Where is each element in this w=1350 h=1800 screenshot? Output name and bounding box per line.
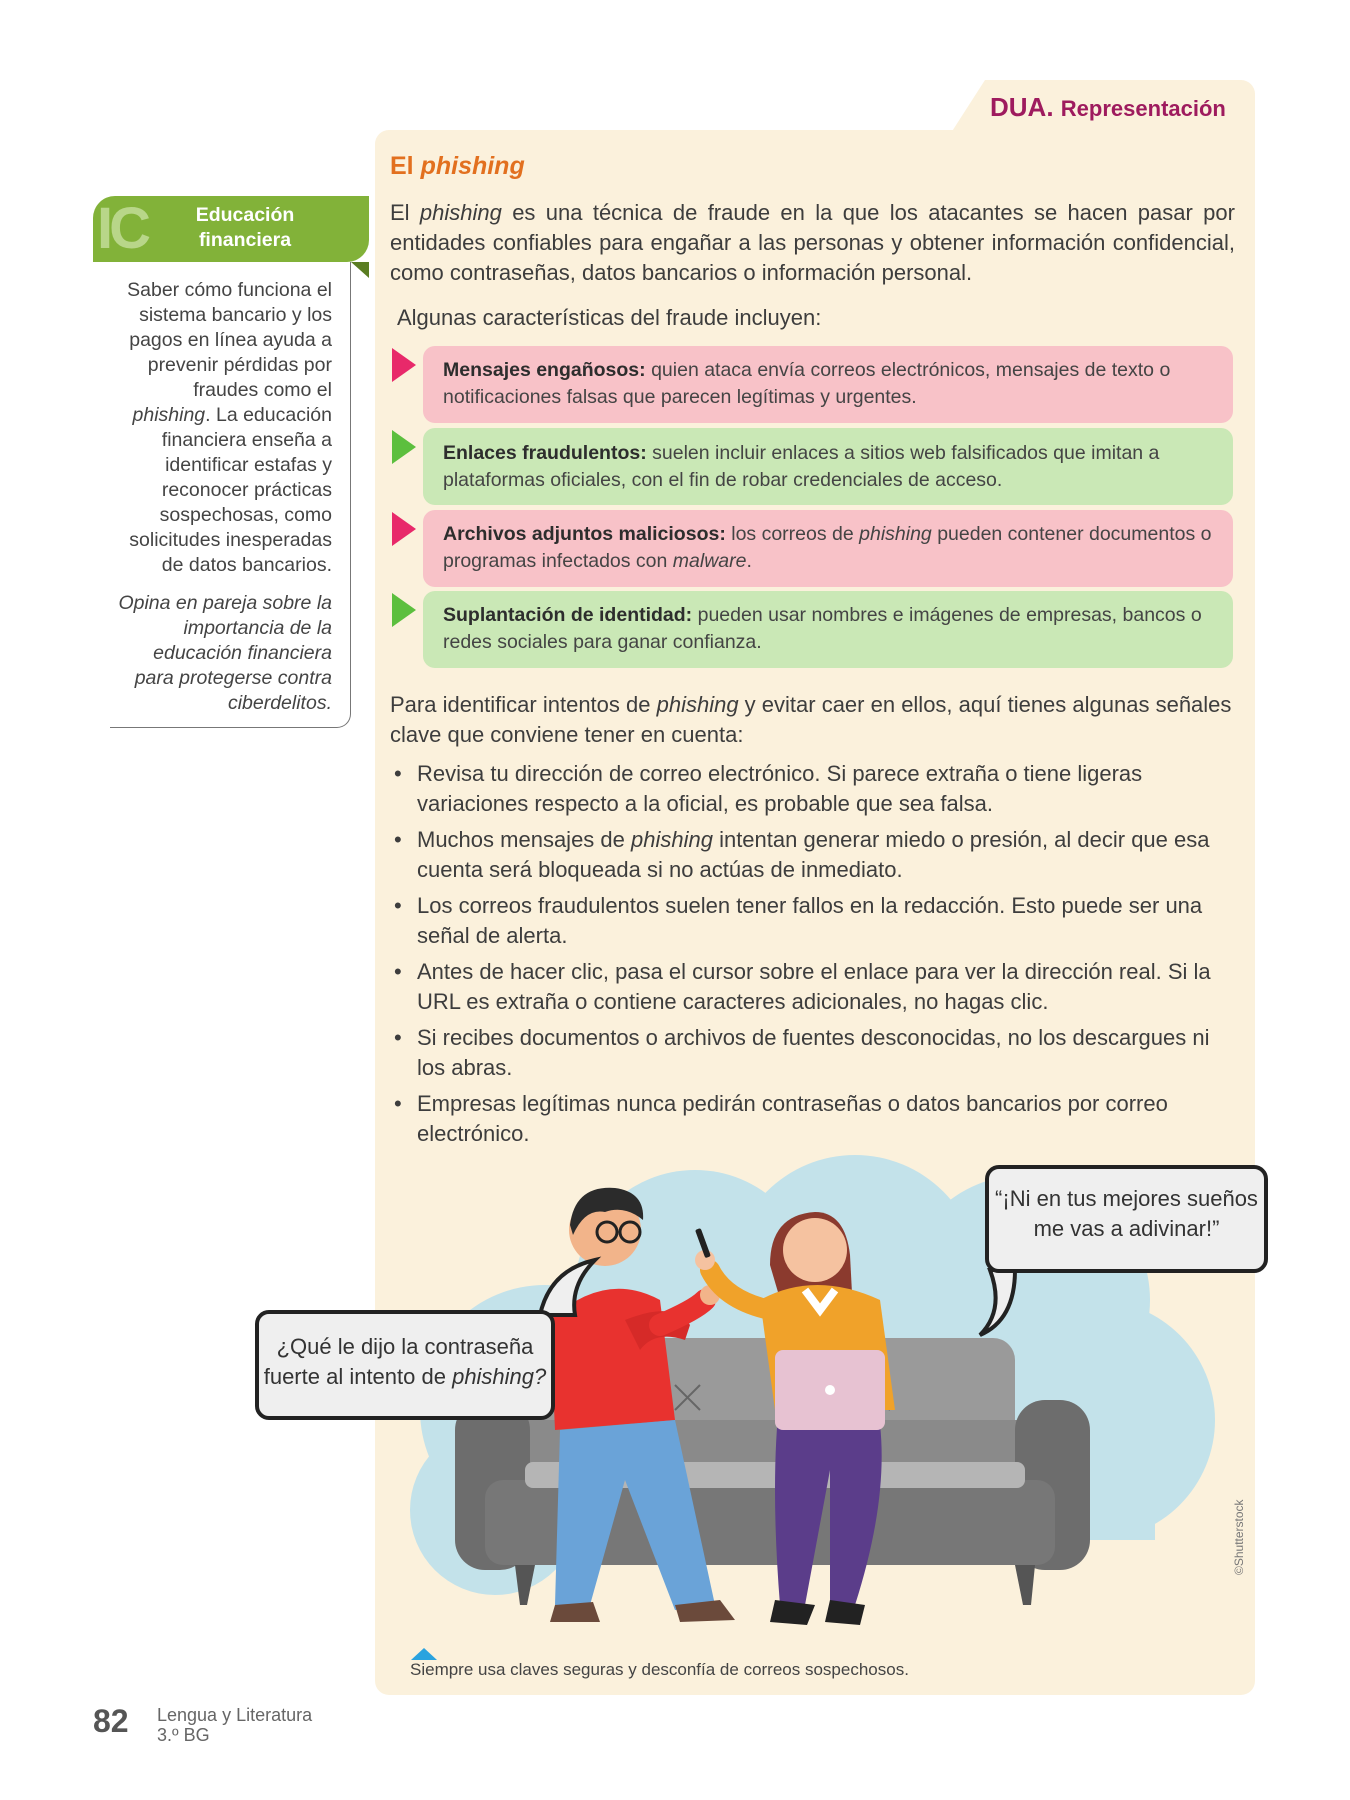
subject-grade: 3.º BG [157,1725,210,1745]
footer-subject [157,1705,312,1745]
tip-item: • Antes de hacer clic, pasa el cursor sobre el enlace para ver la dirección real. Si la URL es extraña o contiene caracteres adicionales, no hagas clic. [390,957,1235,1017]
tip-item: • Si recibes documentos o archivos de fuentes desconocidas, no los descargues ni los abras. [390,1023,1235,1083]
sidebar-title [185,203,305,253]
bubble-left-line1: ¿Qué le dijo la contraseña [276,1334,534,1359]
tip-item: • Empresas legítimas nunca pedirán contraseñas o datos bancarios por correo electrónico. [390,1089,1235,1149]
tip-item: • Los correos fraudulentos suelen tener fallos en la redacción. Esto puede ser una señal de alerta. [390,891,1235,951]
sidebar-body-a: Saber cómo funciona el sistema bancario y los pagos en línea ayuda a prevenir pérdidas por fraudes como el [127,279,332,401]
tips-list [390,759,1235,1155]
feature-label: Suplantación de identidad: [443,604,693,626]
feature-text-1 [443,357,1223,411]
feature-desc-d: malware [672,550,747,572]
feature-text-4 [443,602,1223,656]
tip-a: Muchos mensajes de [417,827,631,852]
signals-c: y evitar caer en ellos, aquí tienes algunas señales clave que conviene tener en cuenta: [390,692,1232,747]
sidebar-body [110,278,332,578]
feature-desc-c: pueden contener documentos o programas infectados con [443,523,1212,572]
sidebar-body-b: phishing [132,404,206,426]
title-plain: El [390,152,421,180]
sidebar-title-2: financiera [198,229,292,251]
feature-marker-1 [392,348,416,382]
feature-text-3 [443,521,1223,575]
bubble-left-line2a: fuerte al intento de [263,1364,453,1389]
sidebar-body-c: . La educación financiera enseña a identificar estafas y reconocer prácticas sospechosas, como solicitudes inesperadas de datos bancarios. [129,404,332,576]
feature-desc-a: los correos de [725,523,860,545]
tip-item: • Revisa tu dirección de correo electrónico. Si parece extraña o tiene ligeras variaciones respecto a la oficial, es probable que sea falsa. [390,759,1235,819]
feature-marker-2 [392,430,416,464]
dua-label [990,92,1226,123]
intro-b: phishing [419,200,502,225]
feature-text-2 [443,440,1223,494]
feature-desc-e: . [746,550,752,572]
section-title [390,152,525,181]
image-credit: ©Shutterstock [1232,1499,1246,1575]
bubble-right-line2: me vas a adivinar!” [1033,1216,1220,1241]
feature-label: Mensajes engañosos: [443,359,646,381]
signals-b: phishing [656,692,739,717]
bubble-right-line1: “¡Ni en tus mejores sueños [995,1186,1258,1211]
bubble-left-line2b: phishing? [452,1364,547,1389]
feature-marker-3 [392,512,416,546]
signals-intro [390,690,1235,750]
speech-bubble-right [985,1165,1268,1273]
ic-logo: IC [97,196,147,261]
feature-desc: pueden usar nombres e imágenes de empresas, bancos o redes sociales para ganar confianza. [443,604,1202,653]
feature-label: Enlaces fraudulentos: [443,442,647,464]
sidebar-title-1: Educación [195,204,295,226]
dua-bold: DUA. [990,92,1054,122]
sidebar-notch [351,262,369,278]
intro-c: es una técnica de fraude en la que los atacantes se hacen pasar por entidades confiables para engañar a las personas y obtener información confidencial, como contraseñas, datos bancarios o información personal. [390,200,1235,285]
signals-a: Para identificar intentos de [390,692,657,717]
feature-label: Archivos adjuntos maliciosos: [443,523,726,545]
subject-name: Lengua y Literatura [157,1705,313,1725]
title-italic: phishing [420,152,525,180]
tip-b: phishing [631,827,713,852]
caption-marker [411,1648,437,1660]
page-number: 82 [93,1703,129,1739]
speech-bubble-left [255,1310,555,1420]
intro-a: El [390,200,420,225]
feature-desc-b: phishing [859,523,932,545]
tip-item [390,825,1235,885]
feature-desc: quien ataca envía correos electrónicos, mensajes de texto o notificaciones falsas que parecen legítimas y urgentes. [443,359,1171,408]
characteristics-intro: Algunas características del fraude incluyen: [397,305,822,330]
feature-marker-4 [392,593,416,627]
intro-paragraph [390,198,1235,288]
dua-text: Representación [1060,96,1226,121]
sidebar-activity: Opina en pareja sobre la importancia de la educación financiera para protegerse contra ciberdelitos. [118,592,332,714]
image-caption: Siempre usa claves seguras y desconfía de correos sospechosos. [410,1660,909,1679]
tip-c: intentan generar miedo o presión, al decir que esa cuenta será bloqueada si no actúas de inmediato. [417,827,1210,882]
feature-desc: suelen incluir enlaces a sitios web falsificados que imitan a plataformas oficiales, con el fin de robar credenciales de acceso. [443,442,1160,491]
